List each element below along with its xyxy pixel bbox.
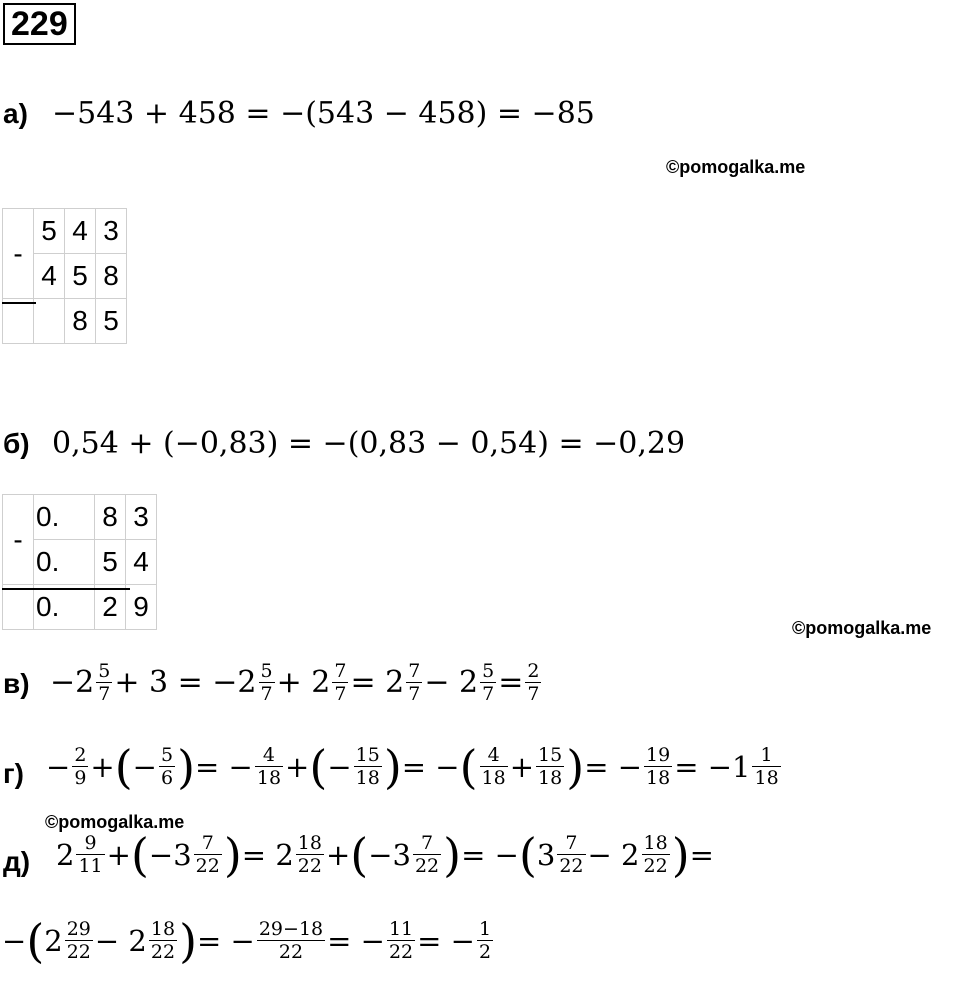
right-paren: ): [566, 739, 585, 794]
fraction: $\frac{5}{6}$: [160, 744, 174, 789]
term: −2: [50, 665, 95, 700]
fraction: $\frac{19}{18}$: [646, 744, 671, 789]
term: 2: [44, 923, 63, 958]
watermark-1: ©pomogalka.me: [666, 157, 806, 177]
fraction: $\frac{2}{7}$: [527, 660, 540, 705]
term: − 2: [424, 665, 479, 700]
cell: 3: [126, 495, 157, 540]
expression-v: [50, 660, 543, 705]
fraction: $\frac{5}{7}$: [482, 660, 495, 705]
cell: [3, 299, 34, 344]
term: −: [2, 923, 27, 958]
right-paren: ): [223, 827, 242, 882]
term: = 2: [350, 665, 405, 700]
term: = −: [417, 923, 475, 958]
cell: 0.: [34, 585, 95, 630]
fraction: $\frac{11}{22}$: [388, 918, 414, 963]
cell: 8: [65, 299, 96, 344]
term: − 2: [587, 837, 640, 872]
term: = 2: [241, 837, 294, 872]
right-paren: ): [177, 739, 196, 794]
cell: 2: [95, 585, 126, 630]
term: = −: [401, 749, 460, 784]
fraction: $\frac{1}{18}$: [754, 744, 779, 789]
fraction: $\frac{18}{22}$: [150, 918, 176, 963]
left-paren: (: [350, 827, 369, 882]
term: +: [285, 749, 310, 784]
expression-b: 0,54 + (−0,83) = −(0,83 − 0,54) = −0,29: [52, 426, 686, 461]
task-number: 229: [3, 3, 76, 45]
fraction: $\frac{7}{7}$: [408, 660, 421, 705]
term: +: [106, 837, 131, 872]
fraction: $\frac{2}{9}$: [74, 744, 87, 789]
left-paren: (: [114, 739, 133, 794]
left-paren: (: [309, 739, 328, 794]
term: +: [325, 837, 351, 872]
cell: 5: [65, 254, 96, 299]
left-paren: (: [459, 739, 478, 794]
cell: 9: [126, 585, 157, 630]
term: = −: [461, 837, 519, 872]
expression-d-line2: [2, 913, 495, 968]
fraction: $\frac{7}{22}$: [559, 832, 584, 877]
term: −: [327, 749, 352, 784]
right-paren: ): [383, 739, 402, 794]
label-b: б): [3, 428, 30, 459]
cell: 4: [34, 254, 65, 299]
label-d: д): [3, 846, 31, 877]
expression-d-line1: [56, 827, 714, 882]
label-a: а): [3, 98, 28, 129]
fraction: $\frac{4}{18}$: [256, 744, 282, 789]
expression-a: −543 + 458 = −(543 − 458) = −85: [52, 96, 595, 131]
term: =: [689, 837, 714, 872]
label-v: в): [3, 668, 30, 699]
fraction: $\frac{4}{18}$: [481, 744, 506, 789]
cell: 0.: [34, 495, 95, 540]
cell: 4: [65, 209, 96, 254]
fraction: $\frac{9}{11}$: [78, 832, 103, 877]
watermark-3: ©pomogalka.me: [45, 812, 185, 832]
term: −: [46, 749, 71, 784]
cell: 5: [95, 540, 126, 585]
term: = −: [584, 749, 643, 784]
result-line-b: [2, 588, 130, 590]
fraction: $\frac{18}{22}$: [297, 832, 322, 877]
cell: 5: [96, 299, 127, 344]
fraction: $\frac{1}{2}$: [478, 918, 492, 963]
fraction: $\frac{18}{22}$: [643, 832, 668, 877]
cell: 8: [95, 495, 126, 540]
fraction: $\frac{7}{7}$: [334, 660, 347, 705]
cell: [34, 299, 65, 344]
cell: [3, 585, 34, 630]
term: − 2: [94, 923, 147, 958]
right-paren: ): [443, 827, 462, 882]
term: −: [132, 749, 157, 784]
term: + 2: [276, 665, 331, 700]
minus-sign: -: [3, 209, 34, 299]
term: +: [509, 749, 535, 784]
term: −3: [148, 837, 192, 872]
label-g: г): [3, 758, 24, 789]
fraction: $\frac{7}{22}$: [414, 832, 440, 877]
left-paren: (: [130, 827, 149, 882]
term: = −: [197, 923, 255, 958]
fraction: $\frac{29-18}{22}$: [258, 918, 324, 963]
watermark-2: ©pomogalka.me: [792, 618, 932, 638]
left-paren: (: [26, 913, 45, 968]
column-subtraction-a: [2, 208, 127, 344]
term: 3: [536, 837, 556, 872]
fraction: $\frac{5}{7}$: [260, 660, 273, 705]
column-subtraction-b: [2, 494, 157, 630]
fraction: $\frac{15}{18}$: [538, 744, 563, 789]
minus-sign: -: [3, 495, 34, 585]
fraction: $\frac{5}{7}$: [98, 660, 111, 705]
cell: 5: [34, 209, 65, 254]
expression-g: [46, 739, 783, 794]
term: = −: [195, 749, 253, 784]
term: + 3 = −2: [114, 665, 257, 700]
term: 2: [56, 837, 75, 872]
term: = −1: [674, 749, 751, 784]
right-paren: ): [671, 827, 690, 882]
fraction: $\frac{29}{22}$: [66, 918, 91, 963]
right-paren: ): [179, 913, 198, 968]
cell: 0.: [34, 540, 95, 585]
result-line-a: [2, 302, 36, 304]
cell: 4: [126, 540, 157, 585]
cell: 8: [96, 254, 127, 299]
fraction: $\frac{7}{22}$: [195, 832, 220, 877]
term: −3: [368, 837, 411, 872]
term: =: [498, 665, 524, 700]
term: = −: [327, 923, 385, 958]
cell: 3: [96, 209, 127, 254]
term: +: [90, 749, 115, 784]
fraction: $\frac{15}{18}$: [355, 744, 380, 789]
left-paren: (: [518, 827, 537, 882]
